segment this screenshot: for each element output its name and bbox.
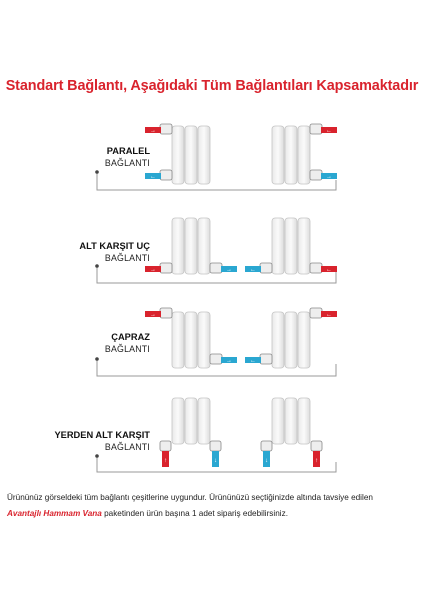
- arrow-icon: ←: [150, 174, 156, 180]
- connection-sub: BAĞLANTI: [104, 442, 150, 452]
- radiator-right: [272, 218, 310, 274]
- connection-name: ÇAPRAZ: [111, 332, 150, 342]
- arrow-icon: →: [326, 174, 332, 180]
- connection-name: PARALEL: [106, 146, 150, 156]
- arrow-icon: ←: [326, 312, 332, 318]
- arrow-icon: →: [150, 267, 156, 273]
- arrow-icon: ↓: [265, 458, 268, 464]
- connection-sub: BAĞLANTI: [104, 158, 150, 168]
- arrow-icon: →: [226, 267, 232, 273]
- arrow-icon: →: [226, 358, 232, 364]
- radiator-left: [172, 126, 210, 184]
- radiator-right: [272, 398, 310, 444]
- arrow-icon: ←: [326, 128, 332, 134]
- arrow-icon: ↑: [315, 458, 318, 464]
- arrow-icon: ↑: [164, 458, 167, 464]
- footer-brand-link: Avantajlı Hammam Vana: [7, 509, 102, 518]
- footer-note: [7, 490, 419, 522]
- footer-line1: Ürününüz görseldeki tüm bağlantı çeşitlerine uygundur. Ürününüzü seçtiğinizde altında tavsiye edilen: [7, 493, 373, 502]
- radiator-left: [172, 312, 210, 368]
- radiator-right: [272, 126, 310, 184]
- page-title: Standart Bağlantı, Aşağıdaki Tüm Bağlantıları Kapsamaktadır: [5, 78, 419, 94]
- arrow-icon: ←: [326, 267, 332, 273]
- connection-name: YERDEN ALT KARŞIT: [54, 430, 150, 440]
- diagram-alt-karsit-uc: [95, 218, 337, 283]
- connection-name: ALT KARŞIT UÇ: [79, 241, 150, 251]
- radiator-right: [272, 312, 310, 368]
- radiator-left: [172, 398, 210, 444]
- arrow-icon: →: [150, 128, 156, 134]
- arrow-icon: →: [150, 312, 156, 318]
- diagram-capraz: [95, 308, 337, 376]
- footer-line2: paketinden ürün başına 1 adet sipariş edebilirsiniz.: [101, 509, 288, 518]
- diagram-yerden-alt-karsit: [95, 398, 336, 472]
- arrow-icon: ←: [250, 358, 256, 364]
- arrow-icon: ↓: [214, 458, 217, 464]
- arrow-icon: ←: [250, 267, 256, 273]
- connection-sub: BAĞLANTI: [104, 344, 150, 354]
- radiator-left: [172, 218, 210, 274]
- connection-sub: BAĞLANTI: [104, 253, 150, 263]
- diagram-paralel: [95, 124, 337, 190]
